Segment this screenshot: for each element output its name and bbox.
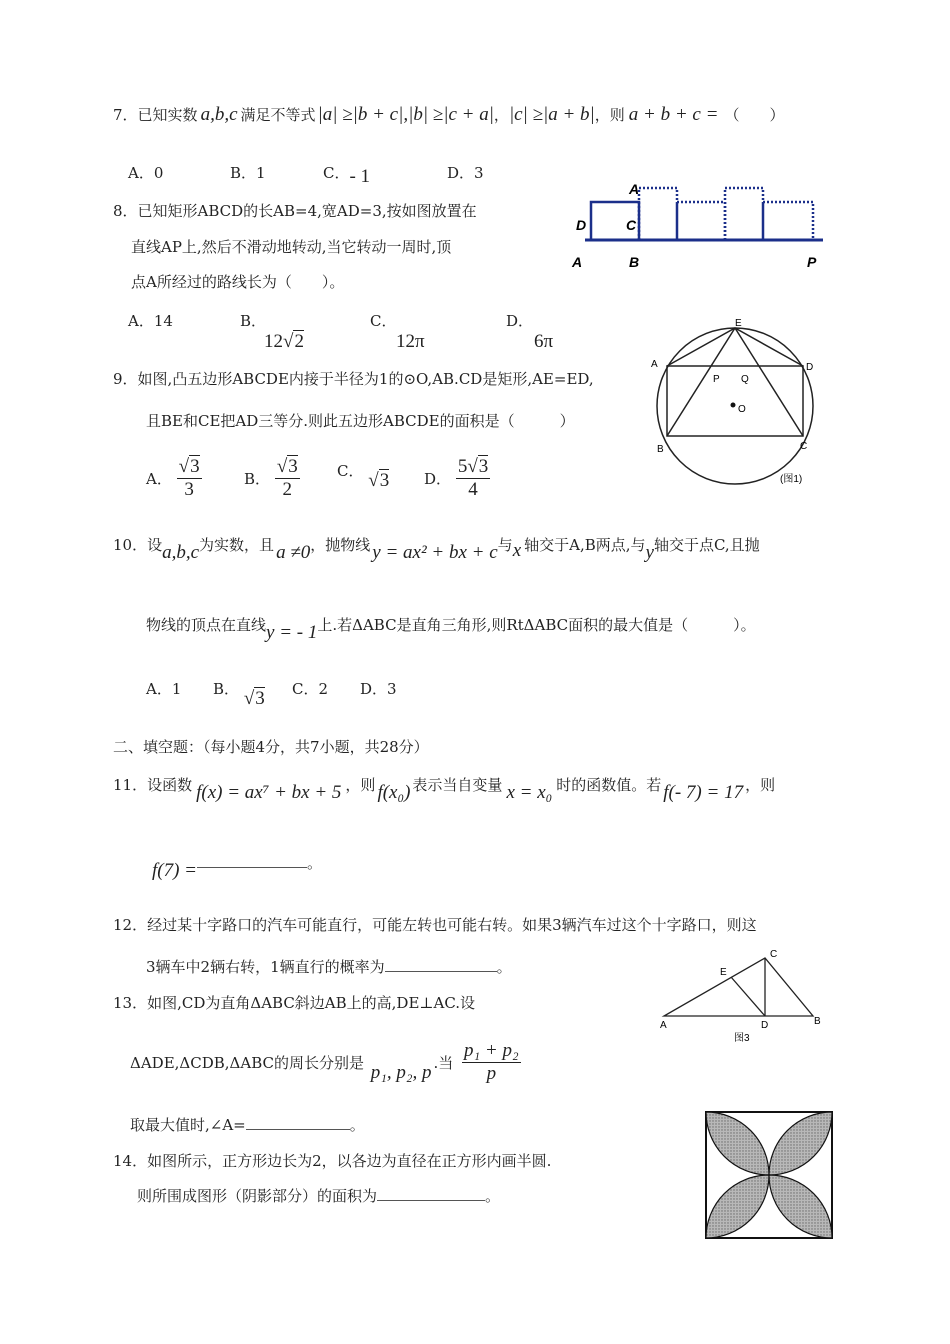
q12-number: 12． bbox=[113, 916, 148, 934]
q10-text-8: 上.若ΔABC是直角三角形,则RtΔABC面积的最大值是（ ）。 bbox=[317, 616, 756, 634]
q7-paren: （ ） bbox=[724, 106, 785, 124]
q11-text-4: 时的函数值。若 bbox=[556, 776, 662, 794]
q9-label-d: D bbox=[806, 362, 814, 373]
q10-option-d: D．3 bbox=[360, 680, 397, 698]
q13-figure-triangle bbox=[664, 958, 813, 1016]
q13-line-1 bbox=[113, 992, 475, 1013]
q12-end: 。 bbox=[496, 958, 512, 976]
q13-figure bbox=[650, 946, 830, 1046]
q13-answer-blank[interactable] bbox=[246, 1129, 350, 1130]
q8-option-b-value: 12√2 bbox=[264, 331, 304, 352]
q7-option-c-value: - 1 bbox=[349, 166, 371, 187]
q10-x: x bbox=[512, 540, 522, 561]
q8-label-p: P bbox=[807, 254, 817, 270]
q8-option-a: A．14 bbox=[128, 312, 173, 330]
q11-text-3: 表示当自变量 bbox=[412, 776, 503, 794]
q13-label-b: B bbox=[814, 1016, 821, 1027]
q8-text-1: 已知矩形ABCD的长AB=4,宽AD=3,按如图放置在 bbox=[137, 202, 477, 220]
q7-comma: ， bbox=[493, 106, 509, 124]
q8-option-d bbox=[506, 310, 553, 353]
q11-end: 。 bbox=[307, 854, 323, 872]
q11-function: f(x) = ax⁷ + bx + 5 bbox=[196, 782, 342, 803]
q7-number: 7． bbox=[113, 106, 138, 124]
q8-figure-rect-dotted-2 bbox=[677, 202, 725, 240]
q9-option-d-frac bbox=[456, 456, 490, 501]
q10-line-eq: y = - 1 bbox=[266, 622, 318, 643]
q7-option-d: D．3 bbox=[447, 164, 484, 182]
q8-line-2: 直线AP上,然后不滑动地转动,当它转动一周时,顶 bbox=[131, 238, 452, 256]
q13-dot: .当 bbox=[433, 1054, 454, 1072]
q8-label-b: B bbox=[629, 254, 640, 270]
q9-figure-be bbox=[667, 328, 735, 436]
q7-inequality-2: |c| ≥|a + b| bbox=[508, 104, 595, 125]
q9-figure-rectangle bbox=[667, 366, 803, 436]
q11-text-1: 设函数 bbox=[147, 776, 193, 794]
q10-line-2 bbox=[146, 614, 756, 643]
q14-end: 。 bbox=[485, 1187, 501, 1205]
q9-label-b: B bbox=[657, 444, 664, 455]
q9-option-b bbox=[244, 456, 300, 501]
q11-number: 11． bbox=[113, 776, 148, 794]
q14-line-2 bbox=[137, 1185, 500, 1206]
q9-label-c: C bbox=[800, 441, 808, 452]
section-2-title: 二、填空题：（每小题4分，共7小题，共28分） bbox=[113, 738, 429, 756]
q13-text-2: ΔADE,ΔCDB,ΔABC的周长分别是 bbox=[130, 1054, 364, 1072]
q9-option-c bbox=[337, 460, 390, 491]
q10-text-6: 轴交于点C,且抛 bbox=[653, 536, 760, 554]
q13-vars: p₁, p₂, p bbox=[370, 1061, 432, 1083]
q8-figure-rect-dotted-1 bbox=[639, 188, 677, 240]
q11-answer-blank[interactable] bbox=[197, 867, 307, 868]
q11-xeq: x = x₀ bbox=[506, 782, 553, 803]
q13-text-3: 取最大值时,∠A= bbox=[130, 1116, 246, 1134]
q7-text-3: ，则 bbox=[594, 106, 625, 124]
q10-text-2: 为实数，且 bbox=[199, 536, 275, 554]
q10-vars: a,b,c bbox=[162, 542, 200, 563]
q8-option-c-value: 12π bbox=[396, 331, 425, 352]
q11-condition: f(- 7) = 17 bbox=[663, 782, 744, 803]
q13-fraction-den: p bbox=[486, 1063, 497, 1084]
q11-ask: f(7) = bbox=[152, 860, 198, 881]
q13-figure-caption: 图3 bbox=[734, 1033, 750, 1044]
q9-text-1: 如图,凸五边形ABCDE内接于半径为1的⊙O,AB.CD是矩形,AE=ED, bbox=[137, 370, 594, 388]
q9-option-d bbox=[424, 456, 490, 501]
q8-figure-rect-dotted-4 bbox=[763, 202, 813, 240]
q8-option-b-rad: 2 bbox=[294, 331, 304, 352]
q13-fraction-num: p₁ + p₂ bbox=[464, 1040, 519, 1061]
q9-option-d-den: 4 bbox=[468, 479, 478, 500]
q7-option-c-label: C． bbox=[323, 164, 350, 182]
q7-vars: a,b,c bbox=[200, 104, 238, 125]
q11-line-2 bbox=[152, 854, 323, 882]
q10-condition: a ≠0 bbox=[276, 542, 311, 563]
q10-text-3: ，抛物线 bbox=[310, 536, 371, 554]
q9-label-p: P bbox=[713, 374, 720, 385]
q14-answer-blank[interactable] bbox=[377, 1200, 485, 1201]
q14-line-1 bbox=[113, 1150, 551, 1171]
q8-line-3: 点A所经过的路线长为（ ）。 bbox=[131, 273, 345, 291]
question-7 bbox=[113, 104, 784, 126]
q9-figure-ae-ed bbox=[667, 328, 803, 366]
q10-text-4: 与 bbox=[497, 536, 513, 554]
q9-option-b-num: √3 bbox=[276, 456, 298, 477]
q9-option-b-den: 2 bbox=[282, 479, 293, 500]
q9-option-c-value: √3 bbox=[368, 470, 390, 491]
q9-figure-center bbox=[731, 403, 736, 408]
q9-option-a-frac bbox=[177, 456, 202, 501]
q9-label-q: Q bbox=[741, 374, 749, 385]
q9-option-b-frac bbox=[275, 456, 300, 501]
q9-figure-caption: (图1) bbox=[780, 474, 803, 485]
q13-end: 。 bbox=[349, 1116, 365, 1134]
q14-text-2: 则所围成图形（阴影部分）的面积为 bbox=[137, 1187, 378, 1205]
q9-option-a-label: A． bbox=[146, 470, 172, 488]
q7-inequality-1: |a| ≥|b + c|,|b| ≥|c + a| bbox=[317, 104, 494, 125]
q8-option-b-coef: 12 bbox=[264, 331, 283, 352]
q10-text-7: 物线的顶点在直线 bbox=[146, 616, 267, 634]
q13-label-e: E bbox=[720, 967, 727, 978]
q8-option-b bbox=[240, 310, 304, 353]
q10-line-1 bbox=[113, 534, 760, 563]
q11-fx0: f(x₀) bbox=[377, 782, 411, 803]
q7-option-a: A．0 bbox=[128, 164, 164, 182]
q7-option-c bbox=[323, 162, 371, 187]
q12-line-1 bbox=[113, 914, 757, 935]
q7-option-b: B．1 bbox=[230, 164, 266, 182]
q9-option-c-label: C． bbox=[337, 462, 364, 480]
q9-line-2: 且BE和CE把AD三等分.则此五边形ABCDE的面积是（ ） bbox=[146, 412, 575, 430]
q9-option-a bbox=[146, 456, 202, 501]
q10-option-c: C．2 bbox=[292, 680, 329, 698]
q11-text-2: ，则 bbox=[345, 776, 376, 794]
q8-option-d-value: 6π bbox=[534, 331, 554, 352]
q9-label-e: E bbox=[735, 318, 742, 329]
q13-label-a: A bbox=[660, 1020, 667, 1031]
q9-figure bbox=[643, 314, 828, 489]
q10-option-b-value: √3 bbox=[243, 688, 265, 709]
q9-option-a-den: 3 bbox=[184, 479, 194, 500]
q10-number: 10． bbox=[113, 536, 148, 554]
q8-label-d: D bbox=[576, 217, 587, 233]
q8-label-a: A bbox=[572, 254, 583, 270]
q9-option-b-label: B． bbox=[244, 470, 271, 488]
q8-line-1 bbox=[113, 200, 477, 221]
q10-option-b-label: B． bbox=[213, 680, 240, 698]
q8-figure-rect-dotted-3 bbox=[725, 188, 763, 240]
q12-text-1: 经过某十字路口的汽车可能直行，可能左转也可能右转。如果3辆汽车过这个十字路口，则这 bbox=[147, 916, 757, 934]
q14-number: 14． bbox=[113, 1152, 148, 1170]
q12-text-2: 3辆车中2辆右转，1辆直行的概率为 bbox=[146, 958, 385, 976]
q7-text-1: 已知实数 bbox=[137, 106, 198, 124]
q8-option-c bbox=[370, 310, 425, 353]
q8-option-d-label: D． bbox=[506, 312, 534, 330]
q14-text-1: 如图所示，正方形边长为2，以各边为直径在正方形内画半圆. bbox=[147, 1152, 552, 1170]
q7-text-2: 满足不等式 bbox=[240, 106, 316, 124]
q8-label-a-top: A bbox=[629, 181, 640, 197]
q9-label-o: O bbox=[738, 404, 746, 415]
q10-text-5: 轴交于A,B两点,与 bbox=[524, 536, 646, 554]
q13-label-c: C bbox=[770, 949, 778, 960]
q10-parabola: y = ax² + bx + c bbox=[372, 542, 498, 563]
q12-line-2 bbox=[146, 956, 512, 977]
q9-label-a: A bbox=[651, 359, 658, 370]
q13-fraction bbox=[462, 1040, 521, 1085]
q11-line-1 bbox=[113, 774, 776, 803]
q13-figure-de bbox=[731, 977, 765, 1016]
q8-figure bbox=[565, 178, 830, 278]
q8-label-c: C bbox=[626, 217, 637, 233]
q10-option-a: A．1 bbox=[146, 680, 182, 698]
q13-number: 13． bbox=[113, 994, 148, 1012]
q13-text-1: 如图,CD为直角ΔABC斜边AB上的高,DE⊥AC.设 bbox=[147, 994, 476, 1012]
q9-number: 9． bbox=[113, 370, 138, 388]
q10-y: y bbox=[645, 542, 654, 563]
q14-figure bbox=[700, 1108, 840, 1242]
q9-option-d-label: D． bbox=[424, 470, 452, 488]
q9-option-d-num: 5√3 bbox=[457, 456, 489, 477]
q13-line-3 bbox=[130, 1114, 365, 1135]
q12-answer-blank[interactable] bbox=[385, 971, 497, 972]
q13-label-d: D bbox=[761, 1020, 769, 1031]
q9-line-1 bbox=[113, 368, 594, 389]
q11-text-5: ，则 bbox=[745, 776, 776, 794]
q7-expression: a + b + c = bbox=[628, 104, 719, 125]
q10-text-1: 设 bbox=[147, 536, 163, 554]
q8-number: 8． bbox=[113, 202, 138, 220]
q8-option-b-label: B． bbox=[240, 312, 267, 330]
q13-line-2 bbox=[130, 1040, 521, 1085]
q8-option-c-label: C． bbox=[370, 312, 397, 330]
q9-option-a-num: √3 bbox=[178, 456, 200, 477]
q10-option-b bbox=[213, 678, 265, 709]
